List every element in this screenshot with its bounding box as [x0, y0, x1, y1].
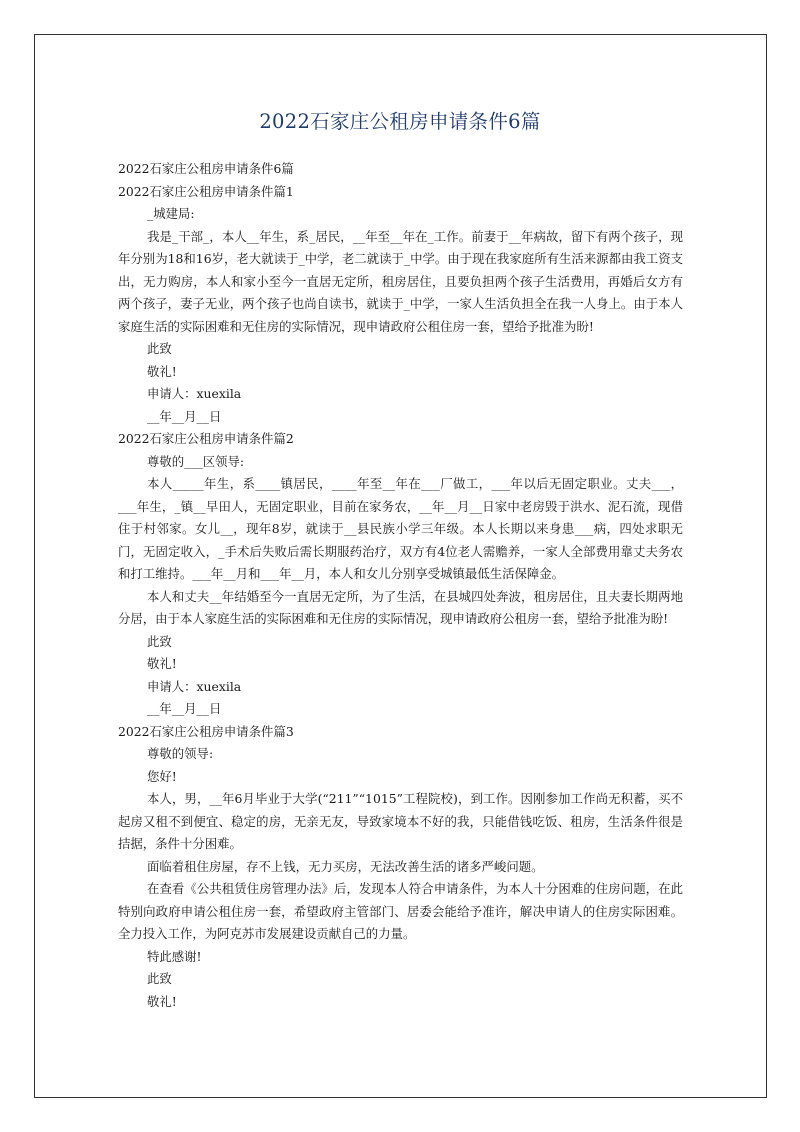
paragraph: 此致 [147, 341, 172, 356]
paragraph: 敬礼! [147, 363, 177, 379]
paragraph: 您好! [147, 768, 177, 784]
paragraph: __年__月__日 [147, 408, 222, 424]
document-body [118, 158, 683, 1013]
paragraph: 尊敬的领导: [147, 746, 214, 761]
paragraph: 此致 [147, 971, 172, 986]
paragraph: 敬礼! [147, 993, 177, 1009]
paragraph: _城建局: [147, 206, 195, 221]
paragraph: 我是_干部_，本人__年生，系_居民，__年至__年在_工作。前妻于__年病故，留下有两个孩子，现年分别为18和16岁，老大就读于_中学，老二就读于_中学。由于现在我家庭所有生活来源都由我工资支出，无力购房，本人和家小至今一直居无定所，租房居住，且要负担两个孩子生活费用，再婚后女方有两个孩子，妻子无业，两个孩子也尚自读书，就读于_中学，一家人生活负担全在我一人身上。由于本人家庭生活的实际困难和无住房的实际情况，现申请政府公租住房一套，望给予批准为盼! [118, 228, 683, 334]
paragraph: 申请人：xuexila [147, 678, 242, 694]
paragraph: 2022石家庄公租房申请条件篇3 [118, 723, 294, 739]
paragraph: 本人和丈夫__年结婚至今一直居无定所，为了生活，在县城四处奔波，租房居住，且夫妻长期两地分居，由于本人家庭生活的实际困难和无住房的实际情况，现申请政府公租房一套，望给予批准为盼! [118, 588, 683, 626]
paragraph: __年__月__日 [147, 701, 222, 716]
paragraph: 敬礼! [147, 656, 177, 671]
paragraph: 在查看《公共租赁住房管理办法》后，发现本人符合申请条件，为本人十分困难的住房问题，在此特别向政府申请公租住房一套，希望政府主管部门、居委会能给予准许，解决申请人的住房实际困难。全力投入工作，为阿克苏市发展建设贡献自己的力量。 [118, 881, 683, 941]
paragraph: 尊敬的___区领导: [147, 453, 245, 469]
paragraph: 特此感谢! [147, 948, 202, 964]
paragraph: 申请人：xuexila [147, 386, 242, 401]
paragraph: 2022石家庄公租房申请条件篇1 [118, 183, 294, 199]
paragraph: 2022石家庄公租房申请条件6篇 [118, 161, 294, 176]
paragraph: 本人_____年生，系____镇居民，____年至__年在___厂做工，___年以后无固定职业。丈夫___，___年生，_镇__早田人，无固定职业，目前在家务农，__年__月__日家中老房毁于洪水、泥石流，现借住于村邻家。女儿__，现年8岁，就读于__县民族小学三年级。本人长期以来身患___病，四处求职无门，无固定收入，_手术后失败后需长期服药治疗，双方有4位老人需赡养，一家人全部费用靠丈夫务农和打工维持。___年__月和___年__月，本人和女儿分别享受城镇最低生活保障金。 [118, 476, 683, 581]
paragraph: 本人，男，__年6月毕业于大学(“211”“1015”工程院校)，到工作。因刚参加工作尚无积蓄，买不起房又租不到便宜、稳定的房，无亲无友，导致家境本不好的我，只能借钱吃饭、租房，生活条件很是拮据，条件十分困难。 [118, 791, 683, 851]
paragraph: 此致 [147, 633, 172, 649]
paragraph: 2022石家庄公租房申请条件篇2 [118, 431, 294, 446]
paragraph: 面临着租住房屋，存不上钱，无力买房，无法改善生活的诸多严峻问题。 [147, 858, 544, 874]
document-title: 2022石家庄公租房申请条件6篇 [259, 110, 541, 133]
